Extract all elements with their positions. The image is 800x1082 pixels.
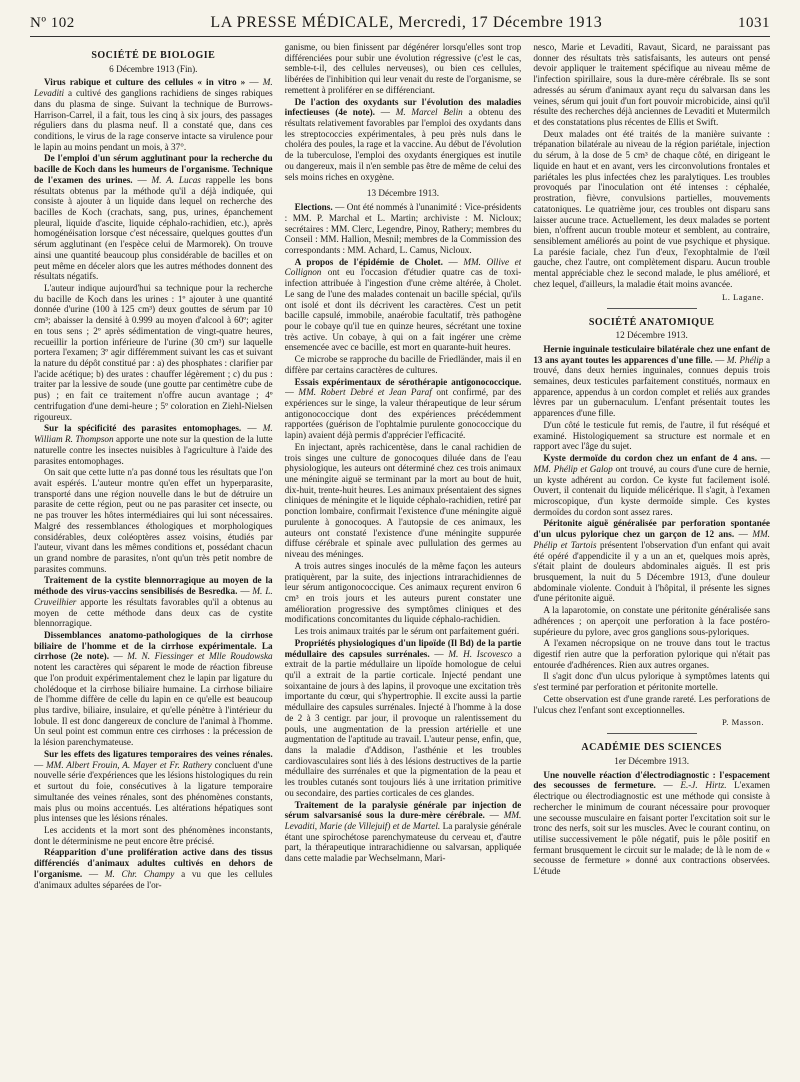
article-paragraph: A trois autres singes inoculés de la même façon les auteurs pratiquèrent, par la suite, des injections intrarachidiennes de leur sérum antigonococcique. Ces animaux reçurent environ 6 cm³ en trois jours et les auteurs purent constater une amélioration progressive des symptômes cliniques et des modifications concomitantes du liquide céphalo-rachidien. (284, 560, 522, 625)
article-author: M. L. Cruveilhier (34, 586, 273, 607)
session-date: 13 Décembre 1913. (366, 188, 440, 199)
article: Sur la spécificité des parasites entomophages. — M. William R. Thompson apporte une note sur la question de la lutte naturelle contre les insectes nuisibles à l'agriculture à l'aide des parasites entomophages. (34, 423, 273, 466)
article-body: concluent d'une nouvelle série d'expériences que les lésions histologiques du rein et surtout du foie, consécutives à la ligature temporaire simultanée des veines rénales, sont des phénomènes constants, mais plus ou moins accentués. Les altérations hépatiques sont plus intenses que les lésions rénales. (34, 759, 273, 824)
signature: L. Lagane. (722, 291, 764, 302)
article-title: Péritonite aiguë généralisée par perforation spontanée d'un ulcus pylorique chez un garçon de 12 ans. (533, 518, 770, 540)
article-title: Propriétés physiologiques d'un lipoïde (Il Bd) de la partie médullaire des capsules surrénales. (284, 637, 522, 659)
session-date: 1er Décembre 1913. (614, 755, 690, 766)
article: Hernie inguinale testiculaire bilatérale chez une enfant de 13 ans ayant toutes les apparences d'une fille. — M. Phélip a trouvé, dans deux hernies inguinales, connues depuis trois semaines, deux testicules parfaitement constitués, normaux en apparence, appendus à un cordon complet et reliés aux grandes lèvres par un gubernaculum. L'enfant présentait toutes les apparences d'une fille. (533, 343, 770, 419)
article-title: De l'emploi d'un sérum agglutinant pour la recherche du bacille de Koch dans les humeurs de l'organisme. Technique de l'examen des urines. (34, 153, 273, 185)
article: A propos de l'épidémie de Cholet. — MM. Ollive et Collignon ont eu l'occasion d'étudier quatre cas de toxi-infection attribuée à l'ingestion d'une crème altérée, à Cholet. Le sang de l'une des malades contenait un bacille spécial, qu'ils ont isolé et dont ils décrivent les caractères. C'est un petit bacille capsulé, immobile, anaérobie facultatif, très pathogène pour le cobaye qu'il tue en quinze heures, sécrétant une toxine très active. Un cobaye, à qui on a fait ingérer une crème ensemencée avec ce bacille, est mort en quarante-huit heures. (284, 256, 522, 353)
article-body: ont trouvé, au cours d'une cure de hernie, un kyste adhérent au cordon. Ce kyste fut facilement isolé. Ouvert, il contenait du liquide mélicérique. Il s'agit, à l'examen microscopique, d'un kyste dermoïde simple. Ces kystes dermoïdes du cordon sont assez rares. (533, 463, 770, 517)
article-title: Sur la spécificité des parasites entomophages. (44, 423, 242, 434)
article-author: M. William R. Thompson (34, 423, 273, 445)
column-1 (34, 42, 273, 1074)
article: Traitement de la paralysie générale par injection de sérum salvarsanisé sous la dure-mère cérébrale. — MM. Levaditi, Marie (de Villejuif) et de Martel. La paralysie générale étant une spirochétose parenchymateuse du cerveau et, d'autre part, la thérapeutique intrarachidienne ou salvarsan, appliquée dans cette maladie par Wechselmann, Mari- (284, 799, 522, 864)
article-paragraph: Deux malades ont été traités de la manière suivante : trépanation bilatérale au niveau de la région pariétale, injection du sérum, à la dose de 5 cm³ de chaque côté, en dirigeant le liquide en haut et en avant, vers les circonvolutions frontales et pariétales les plus infectées chez les paralytiques. Les troubles provoqués par l'inoculation ont été intenses : céphalée, prostration, fièvre, convulsions partielles, mouvements catatoniques. Le quatrième jour, ces troubles ont disparu sans laisser aucune trace. Actuellement, les deux malades se portent bien, n'offrent aucun trouble moteur et semblent, au contraire, sensiblement améliorés au point de vue psychique et physique. La parésie faciale, chez l'un d'eux, l'exophtalmie de l'œil gauche, chez l'autre, ont complètement disparu. Aucun trouble mental appréciable chez le second malade, le plus amélioré, et chez lequel, d'ailleurs, la maladie était moins avancée. (533, 128, 770, 289)
article-title: Dissemblances anatomo-pathologiques de la cirrhose biliaire de l'homme et de la cirrhose expérimentale. La cirrhose (2e note). (34, 630, 273, 662)
article: Péritonite aiguë généralisée par perforation spontanée d'un ulcus pylorique chez un garçon de 12 ans. — MM. Phélip et Tartois présentent l'observation d'un enfant qui avait été opéré d'appendicite il y a un an et, quelques mois après, s'était plaint de douleurs abdominales aiguës. Il est pris brusquement, la nuit du 5 Décembre 1913, d'une douleur abdominale violente. Conduit à l'hôpital, il présente les signes d'une péritonite aiguë. (533, 518, 770, 604)
article-author: M. H. Iscovesco (448, 648, 513, 659)
article-paragraph: En injectant, après rachicentèse, dans le canal rachidien de trois singes une culture de gonocoques diluée dans de l'eau physiologique, les auteurs ont déterminé chez ces trois animaux une méningite aiguë se terminant par la mort au bout de huit, dix-huit, trente-huit heures. Les animaux présentaient des signes cliniques de méningite et le liquide céphalo-rachidien, retiré par ponction lombaire, confirmait l'existence d'une méningite aiguë purulente à gonocoques. A l'autopsie de ces animaux, les auteurs ont constaté l'existence d'une méningite suppurée diffuse cérébrale et spinale avec pullulation des germes au niveau des méninges. (284, 441, 522, 560)
article: Virus rabique et culture des cellules « in vitro » — M. Levaditi a cultivé des ganglions rachidiens de singes rabiques dans du plasma de singe. Suivant la technique de Burrows-Harrison-Carrel, il a fait, tous les cinq à six jours, des passages réguliers dans du plasma neuf. Il a constaté que, dans ces conditions, le virus de la rage conserve intacte sa virulence pour le lapin au moins pendant un mois, à 37°. (34, 77, 273, 152)
article-body: ont confirmé, par des expériences sur le singe, la valeur thérapeutique de leur sérum antigonococcique dont des expériences précédemment rapportées (guérison de l'ophtalmie purulente gonococcique du lapin) avaient déjà permis d'apprécier l'efficacité. (284, 387, 522, 441)
session-date: 12 Décembre 1913. (615, 330, 688, 341)
page-number: 1031 (738, 15, 770, 31)
article-title: Elections. (294, 202, 333, 213)
article-author: M. A. Lucas (151, 174, 201, 185)
article-paragraph: Ce microbe se rapproche du bacille de Friedländer, mais il en diffère par certains caractères de cultures. (284, 354, 522, 375)
article: De l'emploi d'un sérum agglutinant pour la recherche du bacille de Koch dans les humeurs de l'organisme. Technique de l'examen des urines. — M. A. Lucas rappelle les bons résultats obtenus par la méthode qu'il a déjà indiquée, qui consiste à ajouter à un liquide dans lequel on recherche des bacilles de Koch (crachats, sang, pus, urines, épanchement pleural, liquide d'ascite, liquide céphalo-rachidien, etc.), après homogénéisation lorsque c'est nécessaire, quelques gouttes d'un sérum agglutinant (en l'espèce celui de Marmorek). On trouve ainsi une quantité beaucoup plus considérable de bacilles et on peut même en déceler alors que les autres méthodes donnent des résultats négatifs. (34, 153, 273, 282)
article-title: Essais expérimentaux de sérothérapie antigonococcique. (294, 376, 522, 387)
article-author: MM. Phélip et Tartois (533, 529, 770, 550)
article: De l'action des oxydants sur l'évolution des maladies infectieuses (4e note). — M. Marcel Belin a obtenu des résultats relativement favorables par l'emploi des oxydants dans les streptococcies expérimentales, à peu près nuls dans le choléra des poules, la rage et la vaccine. Au début de l'évolution de la tuberculose, l'emploi des oxydants énergiques est inutile ou dangereux, mais il n'en semble pas être de même de celui des sels moins riches en oxygène. (284, 96, 522, 182)
article-body: a trouvé, dans deux hernies inguinales, connues depuis trois semaines, deux testicules parfaitement constitués, normaux en apparence, appendus à un cordon complet et reliés aux grandes lèvres par un gubernaculum. L'enfant présentait toutes les apparences d'une fille. (533, 354, 770, 419)
article-body: apporte les résultats favorables qu'il a obtenus au moyen de cette méthode dans deux cas de cystite blennorragique. (34, 596, 273, 629)
article-author: M. N. Fiessinger et Mlle Roudowska (127, 651, 273, 662)
article-title: Virus rabique et culture des cellules « in vitro » (44, 77, 246, 88)
article-title: Sur les effets des ligatures temporaires des veines rénales. (44, 748, 273, 759)
article-body: La paralysie générale étant une spirochétose parenchymateuse du cerveau et, d'autre part, la thérapeutique intrarachidienne ou salvarsan, appliquée dans cette maladie par Wechselmann, Mari- (284, 821, 522, 864)
article (285, 202, 522, 256)
article-body: a obtenu des résultats relativement favorables par l'emploi des oxydants dans les streptococcies expérimentales, à peu près nuls dans le choléra des poules, la rage et la vaccine. Au début de l'évolution de la tuberculose, l'emploi des oxydants énergiques est inutile ou dangereux, mais il n'en semble pas être de même de celui des sels moins riches en oxygène. (284, 107, 522, 182)
article: Propriétés physiologiques d'un lipoïde (Il Bd) de la partie médullaire des capsules surrénales. — M. H. Iscovesco a extrait de la partie médullaire un lipoïde homologue de celui qu'il a extrait de la partie corticale. Injecté pendant une soixantaine de jours à des lapins, il provoque une excitation très importante du cœur, qui s'hypertrophie. Il excite aussi la partie médullaire des capsules surrénales. Injecté à l'homme à la dose de 2 à 3 centigr. par jour, il provoque un ralentissement du pouls, une augmentation de la pression artérielle et une augmentation de l'aptitude au travail. L'auteur pense, enfin, que, dans la maladie d'Addison, l'asthénie et les troubles cardiovasculaires sont liés à des lésions destructives de la partie médullaire des surrénales et que la pigmentation de la peau et les troubles cutanés sont toujours liés à une irritation primitive ou secondaire, des parties corticales de ces glandes. (284, 637, 522, 798)
article-author: MM. Ollive et Collignon (284, 256, 522, 278)
article-author: M. Marcel Belin (395, 107, 463, 118)
journal-title: LA PRESSE MÉDICALE, Mercredi, 17 Décembre 1913 (210, 14, 603, 31)
article-author: MM. Albert Frouin, A. Mayer et Fr. Rathery (46, 759, 212, 770)
article-author: E.-J. Hirtz. (680, 780, 727, 791)
article-title: Traitement de la cystite blennorragique au moyen de la méthode des virus-vaccins sensibilisés de Besredka. (34, 575, 273, 597)
article: Réapparition d'une prolifération active dans des tissus différenciés d'animaux adultes cultivés en dehors de l'organisme. — M. Chr. Champy a vu que les cellules d'animaux adultes séparées de l'or- (34, 847, 273, 890)
signature: P. Masson. (721, 717, 764, 728)
section-heading: SOCIÉTÉ DE BIOLOGIE (91, 50, 216, 61)
article-body: a extrait de la partie médullaire un lipoïde homologue de celui qu'il a extrait de la partie corticale. Injecté pendant une soixantaine de jours à des lapins, il provoque une excitation très importante du cœur, qui s'hypertrophie. Il excite aussi la partie médullaire des capsules surrénales. Injecté à l'homme à la dose de 2 à 3 centigr. par jour, il provoque un ralentissement du pouls, une augmentation de la pression artérielle et une augmentation de l'aptitude au travail. L'auteur pense, enfin, que, dans la maladie d'Addison, l'asthénie et les troubles cardiovasculaires sont liés à des lésions destructives de la partie médullaire des surrénales et que la pigmentation de la peau et les troubles cutanés sont toujours liés à une irritation primitive ou secondaire, des parties corticales de ces glandes. (284, 648, 522, 798)
article-body: présentent l'observation d'un enfant qui avait été opéré d'appendicite il y a un an et, quelques mois après, s'était plaint de douleurs abdominales aiguës. Il est pris brusquement, la nuit du 5 Décembre 1913, d'une douleur abdominale violente. Conduit à l'hôpital, il présente les signes d'une péritonite aiguë. (533, 539, 770, 604)
article: Une nouvelle réaction d'électrodiagnostic : l'espacement des secousses de fermeture. — E.-J. Hirtz. L'examen électrique ou électrodiagnostic est une méthode qui consiste à rechercher le minimum de courant nécessaire pour provoquer une secousse musculaire en faisant porter l'excitation soit sur le tronc des nerfs, soit sur les muscles. Avec le courant continu, on utilise successivement le pôle négatif, puis le pôle positif en fermant brusquement le circuit sur le malade; de là le nom de « secousse de fermeture » donné aux contractions observées. L'étude (533, 769, 770, 877)
header-rule (30, 36, 770, 37)
article-paragraph: Cette observation est d'une grande rareté. Les perforations de l'ulcus chez l'enfant sont exceptionnelles. (533, 693, 770, 715)
article-body: a cultivé des ganglions rachidiens de singes rabiques dans du plasma de singe. Suivant la technique de Burrows-Harrison-Carrel, il a fait, tous les cinq à six jours, des passages réguliers dans du plasma neuf. Il a constaté que, dans ces conditions, le virus de la rage conserve intacte sa virulence pour le lapin au moins pendant un mois, à 37°. (34, 88, 273, 152)
section-heading: ACADÉMIE DES SCIENCES (581, 742, 722, 754)
article-author: MM. Phélip et Galop (533, 463, 613, 474)
article-paragraph: A la laparotomie, on constate une péritonite généralisée sans adhérences ; on aperçoit une perforation à la face postéro-supérieure du pylore, avec gros ganglions sous-pyloriques. (533, 605, 770, 637)
column-2 (285, 42, 522, 1074)
article-title: Réapparition d'une prolifération active dans des tissus différenciés d'animaux adultes cultivés en dehors de l'organisme. (34, 847, 273, 879)
article-author: M. Chr. Champy (104, 868, 175, 879)
article-title: Traitement de la paralysie générale par injection de sérum salvarsanisé sous la dure-mère cérébrale. (284, 799, 522, 821)
article-body: a vu que les cellules d'animaux adultes séparées de l'or- (34, 868, 273, 890)
article-paragraph: Il s'agit donc d'un ulcus pylorique à symptômes latents qui s'est terminé par perforation et péritonite mortelle. (533, 671, 770, 693)
article-paragraph: D'un côté le testicule fut remis, de l'autre, il fut réséqué et examiné. Histologiquement sa structure est normale et en rapport avec l'âge du sujet. (533, 419, 770, 452)
section-divider (607, 733, 697, 734)
session-date: 6 Décembre 1913 (Fin). (109, 63, 198, 74)
article-author: MM. Levaditi, Marie (de Villejuif) et de Martel. (284, 810, 522, 832)
article-title: A propos de l'épidémie de Cholet. (294, 256, 443, 267)
article-title: Kyste dermoïde du cordon chez un enfant de 4 ans. (543, 453, 757, 464)
article-body: L'examen électrique ou électrodiagnostic est une méthode qui consiste à rechercher le minimum de courant nécessaire pour provoquer une secousse musculaire en faisant porter l'excitation soit sur le tronc des nerfs, soit sur les muscles. Avec le courant continu, on utilise successivement le pôle négatif, puis le pôle positif en fermant brusquement le circuit sur le malade; de là le nom de « secousse de fermeture » donné aux contractions observées. L'étude (533, 780, 770, 877)
article-body: ont eu l'occasion d'étudier quatre cas de toxi-infection attribuée à l'ingestion d'une crème altérée, à Cholet. Le sang de l'une des malades contenait un bacille spécial, qu'ils ont isolé et dont ils décrivent les caractères. C'est un petit bacille capsulé, immobile, anaérobie facultatif, très pathogène pour le cobaye qu'il tue en quinze heures, sécrétant une toxine très active. Un cobaye, à qui on a fait ingérer une crème ensemencée avec ce bacille, est mort en quarante-huit heures. (284, 267, 522, 353)
article-title: Hernie inguinale testiculaire bilatérale chez une enfant de 13 ans ayant toutes les apparences d'une fille. (533, 343, 770, 365)
section-divider (607, 308, 697, 309)
article-paragraph: L'auteur indique aujourd'hui sa technique pour la recherche du bacille de Koch dans les urines : 1º ajouter à une quantité donnée d'urine (100 à 125 cm³) deux gouttes de sérum par 10 cm³; abaisser la densité à 0.999 au moyen d'alcool à 60º; agiter en tous sens ; 2º après sédimentation de vingt-quatre heures, recueillir la portion inférieure de l'urine (30 cm³) sur laquelle portera l'examen; 3º agir différemment suivant les cas et suivant la nature du dépôt constitué par : a) des phosphates : clarifier par l'acide acétique; b) des urates : chauffer légèrement ; c) du pus : traiter par la lessive de soude (une goutte par centimètre cube de pus) ; en fait ce traitement n'offre aucun avantage ; 4º centrifugation d'une demi-heure ; 5º coloration en Ziehl-Nielsen rigoureux. (34, 283, 273, 422)
article-body: notent les caractères qui séparent le mode de réaction fibreuse que l'on produit expérimentalement chez le lapin par ligature du cholédoque et la cirrhose biliaire humaine. La cirrhose biliaire de l'homme diffère de celle du lapin en ce qu'elle est beaucoup plus tardive, biliaire, insulaire, et qu'elle pénètre à l'intérieur du lobule. Il est donc dangereux de conclure de l'animal à l'homme. Un seul point est commun entre ces cirrhoses : la précession de la lésion parenchymateuse. (34, 662, 273, 748)
article-author: MM. Robert Debré et Jean Paraf (298, 387, 432, 398)
article-continuation: nesco, Marie et Levaditi, Ravaut, Sicard, ne paraissant pas donner des résultats très satisfaisants, les auteurs ont pensé devoir appliquer le traitement spécifique au niveau même de l'infection spirillaire, sous la dure-mère cérébrale. Ils se sont adressés au sérum d'animaux ayant reçu du salvarsan dans les veines, sérum qui jouit d'un fort pouvoir microbicide, ainsi qu'il résulte des recherches déjà anciennes de Levaditi et Mutermilch et des constatations plus récentes de Ellis et Swift. (533, 42, 770, 128)
article: Dissemblances anatomo-pathologiques de la cirrhose biliaire de l'homme et de la cirrhose expérimentale. La cirrhose (2e note). — M. N. Fiessinger et Mlle Roudowska notent les caractères qui séparent le mode de réaction fibreuse que l'on produit expérimentalement chez le lapin par ligature du cholédoque et la cirrhose biliaire humaine. La cirrhose biliaire de l'homme diffère de celle du lapin en ce qu'elle est beaucoup plus tardive, biliaire, insulaire, et qu'elle pénètre à l'intérieur du lobule. Il est donc dangereux de conclure de l'animal à l'homme. Un seul point est commun entre ces cirrhoses : la précession de la lésion parenchymateuse. (34, 630, 273, 748)
article-title: De l'action des oxydants sur l'évolution des maladies infectieuses (4e note). (284, 96, 522, 118)
article-continuation: ganisme, ou bien finissent par dégénérer lorsqu'elles sont trop différenciées pour subir une évolution régressive (c'est le cas, semble-t-il, des cellules nerveuses), ou bien ces cellules, libérées de l'inhibition qui leur venait du reste de l'organisme, se remettent à proliférer en se différenciant. (284, 42, 522, 95)
article-paragraph: Les trois animaux traités par le sérum ont parfaitement guéri. (294, 626, 520, 637)
article-body: — Ont été nommés à l'unanimité : Vice-présidents : MM. P. Marchal et L. Martin; archiviste : M. Nicloux; secrétaires : MM. Clerc, Legendre, Pinoy, Rathery; membres du Conseil : MM. Hallion, Mesnil; membres de la Commission des correspondants : MM. Achard, L. Camus, Nicloux. (284, 202, 522, 255)
article-paragraph: Les accidents et la mort sont des phénomènes inconstants, dont le déterminisme ne peut encore être précisé. (34, 824, 273, 846)
article: Kyste dermoïde du cordon chez un enfant de 4 ans. — MM. Phélip et Galop ont trouvé, au cours d'une cure de hernie, un kyste adhérent au cordon. Ce kyste fut facilement isolé. Ouvert, il contenait du liquide mélicérique. Il s'agit, à l'examen microscopique, d'un kyste dermoïde simple. Ces kystes dermoïdes du cordon sont assez rares. (533, 453, 770, 517)
article: Traitement de la cystite blennorragique au moyen de la méthode des virus-vaccins sensibilisés de Besredka. — M. L. Cruveilhier apporte les résultats favorables qu'il a obtenus au moyen de cette méthode dans deux cas de cystite blennorragique. (34, 575, 273, 629)
section-heading: SOCIÉTÉ ANATOMIQUE (588, 316, 715, 328)
article-title: Une nouvelle réaction d'électrodiagnostic : l'espacement des secousses de fermeture. (533, 769, 770, 791)
article-author: M. Phélip (726, 354, 764, 365)
article: Essais expérimentaux de sérothérapie antigonococcique. — MM. Robert Debré et Jean Paraf ont confirmé, par des expériences sur le singe, la valeur thérapeutique de leur sérum antigonococcique dont des expériences précédemment rapportées (guérison de l'ophtalmie purulente gonococcique du lapin) avaient déjà permis d'apprécier l'efficacité. (284, 376, 522, 441)
column-3 (533, 42, 770, 1074)
article-body: apporte une note sur la question de la lutte naturelle contre les insectes nuisibles à l'agriculture à l'aide des parasites entomophages. (34, 434, 273, 466)
article-paragraph: A l'examen nécropsique on ne trouve dans tout le tractus digestif rien autre que la perforation pylorique qui n'était pas entourée d'adhérences. Rien aux autres organes. (533, 638, 770, 670)
page-header (30, 14, 770, 36)
article-body: rappelle les bons résultats obtenus par la méthode qu'il a déjà indiquée, qui consiste à ajouter à un liquide dans lequel on recherche des bacilles de Koch (crachats, sang, pus, urines, épanchement pleural, liquide d'ascite, liquide céphalo-rachidien, etc.), après homogénéisation lorsque c'est nécessaire, quelques gouttes d'un sérum agglutinant (en l'espèce celui de Marmorek). On trouve ainsi une quantité beaucoup plus considérable de bacilles et on peut même en déceler alors que les autres méthodes donnent des résultats négatifs. (34, 174, 273, 282)
issue-number: Nº 102 (30, 15, 75, 31)
article-author: M. Levaditi (34, 77, 273, 99)
article: Sur les effets des ligatures temporaires des veines rénales. — MM. Albert Frouin, A. Mayer et Fr. Rathery concluent d'une nouvelle série d'expériences que les lésions histologiques du rein et surtout du foie, consécutives à la ligature temporaire simultanée des veines rénales, sont des phénomènes constants, mais plus ou moins accentués. Les altérations hépatiques sont plus intenses que les lésions rénales. (34, 748, 273, 824)
article-paragraph: On sait que cette lutte n'a pas donné tous les résultats que l'on avait espérés. L'auteur montre qu'en effet un hyperparasite, transporté dans une région nouvelle dans le but de détruire un parasite de cette région, peut ou ne pas parasiter cet insecte, ou ne pas trouver les hôtes intermédiaires qui lui sont nécessaires. Malgré des ressemblances éthologiques et morphologiques considérables, deux coléoptères assez voisins, étudiés par l'auteur, vivant dans les mêmes conditions et, possédant chacun un grand nombre de parasites, n'ont qu'un très petit nombre de parasites communs. (34, 467, 273, 574)
columns (34, 42, 770, 1074)
